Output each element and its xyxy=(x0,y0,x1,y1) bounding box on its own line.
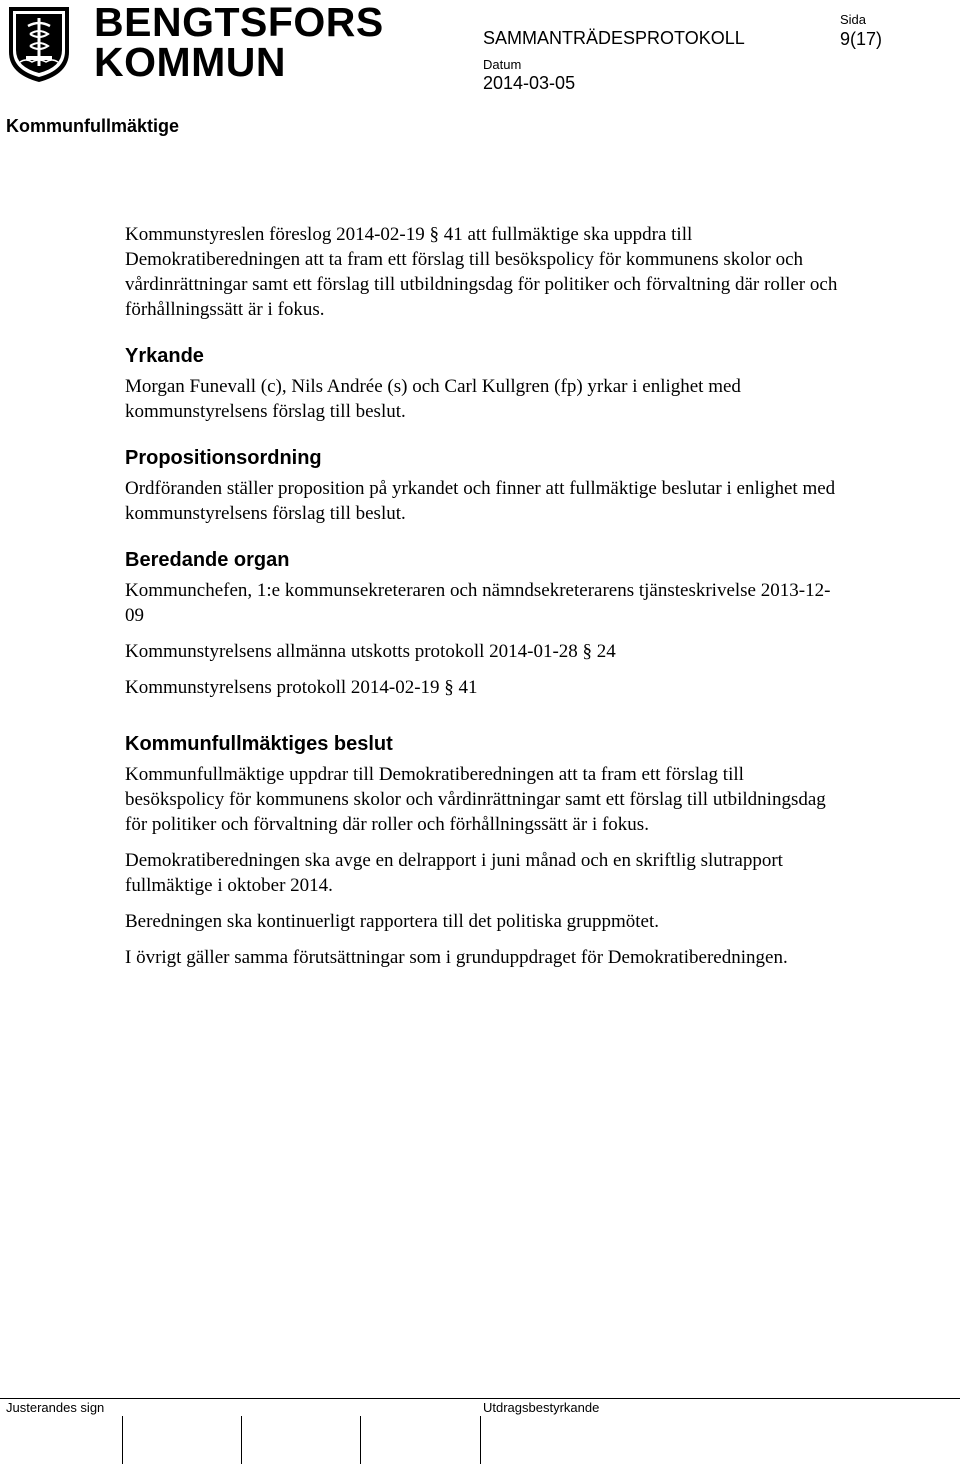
municipality-name-line1: BENGTSFORS xyxy=(94,0,384,45)
signature-box-divider xyxy=(360,1416,361,1464)
committee-name: Kommunfullmäktige xyxy=(6,116,180,136)
beslut-heading: Kommunfullmäktiges beslut xyxy=(125,733,393,755)
extract-certification-label: Utdragsbestyrkande xyxy=(483,1400,600,1415)
signature-label: Justerandes sign xyxy=(6,1400,105,1415)
propositionsordning-heading: Propositionsordning xyxy=(125,447,322,469)
beslut-paragraph: Kommunfullmäktige uppdrar till Demokratiberedningen att ta fram ett förslag till besökspolicy för kommunens skolor och vårdinrättningar samt ett förslag till utbildningsdag för politiker och förvaltning där roller och förhållningssätt är i fokus. xyxy=(125,764,826,835)
signature-box-divider xyxy=(241,1416,242,1464)
yrkande-heading: Yrkande xyxy=(125,345,204,367)
municipality-name-line2: KOMMUN xyxy=(94,39,287,85)
beslut-paragraph: Beredningen ska kontinuerligt rapportera till det politiska gruppmötet. xyxy=(125,911,659,932)
beredande-organ-heading: Beredande organ xyxy=(125,549,290,571)
intro-paragraph: Kommunstyreslen föreslog 2014-02-19 § 41 att fullmäktige ska uppdra till Demokratiberedningen att ta fram ett förslag till besökspolicy för kommunens skolor och vårdinrättningar samt ett förslag till utbildningsdag för politiker och förvaltning där roller och förhållningssätt är i fokus. xyxy=(125,224,838,320)
footer-divider xyxy=(0,1398,960,1399)
page-number: 9(17) xyxy=(840,29,883,49)
signature-box-divider xyxy=(480,1416,481,1464)
beredande-organ-item: Kommunstyrelsens protokoll 2014-02-19 § 41 xyxy=(125,677,478,698)
date-value: 2014-03-05 xyxy=(483,73,576,93)
beslut-paragraph: I övrigt gäller samma förutsättningar som i grunduppdraget för Demokratiberedningen. xyxy=(125,947,788,968)
signature-box-divider xyxy=(122,1416,123,1464)
propositionsordning-paragraph: Ordföranden ställer proposition på yrkandet och finner att fullmäktige beslutar i enlighet med kommunstyrelsens förslag till beslut. xyxy=(125,478,836,524)
beredande-organ-item: Kommunchefen, 1:e kommunsekreteraren och nämndsekreterarens tjänsteskrivelse 2013-12-09 xyxy=(125,580,831,626)
municipality-coat-of-arms-logo xyxy=(6,4,72,84)
document-title: SAMMANTRÄDESPROTOKOLL xyxy=(483,28,745,48)
protocol-body xyxy=(125,222,845,970)
date-label: Datum xyxy=(483,57,522,72)
page-label: Sida xyxy=(840,12,867,27)
beslut-paragraph: Demokratiberedningen ska avge en delrapport i juni månad och en skriftlig slutrapport fullmäktige i oktober 2014. xyxy=(125,850,783,896)
yrkande-paragraph: Morgan Funevall (c), Nils Andrée (s) och Carl Kullgren (fp) yrkar i enlighet med kommunstyrelsens förslag till beslut. xyxy=(125,376,741,422)
beredande-organ-item: Kommunstyrelsens allmänna utskotts protokoll 2014-01-28 § 24 xyxy=(125,641,616,662)
